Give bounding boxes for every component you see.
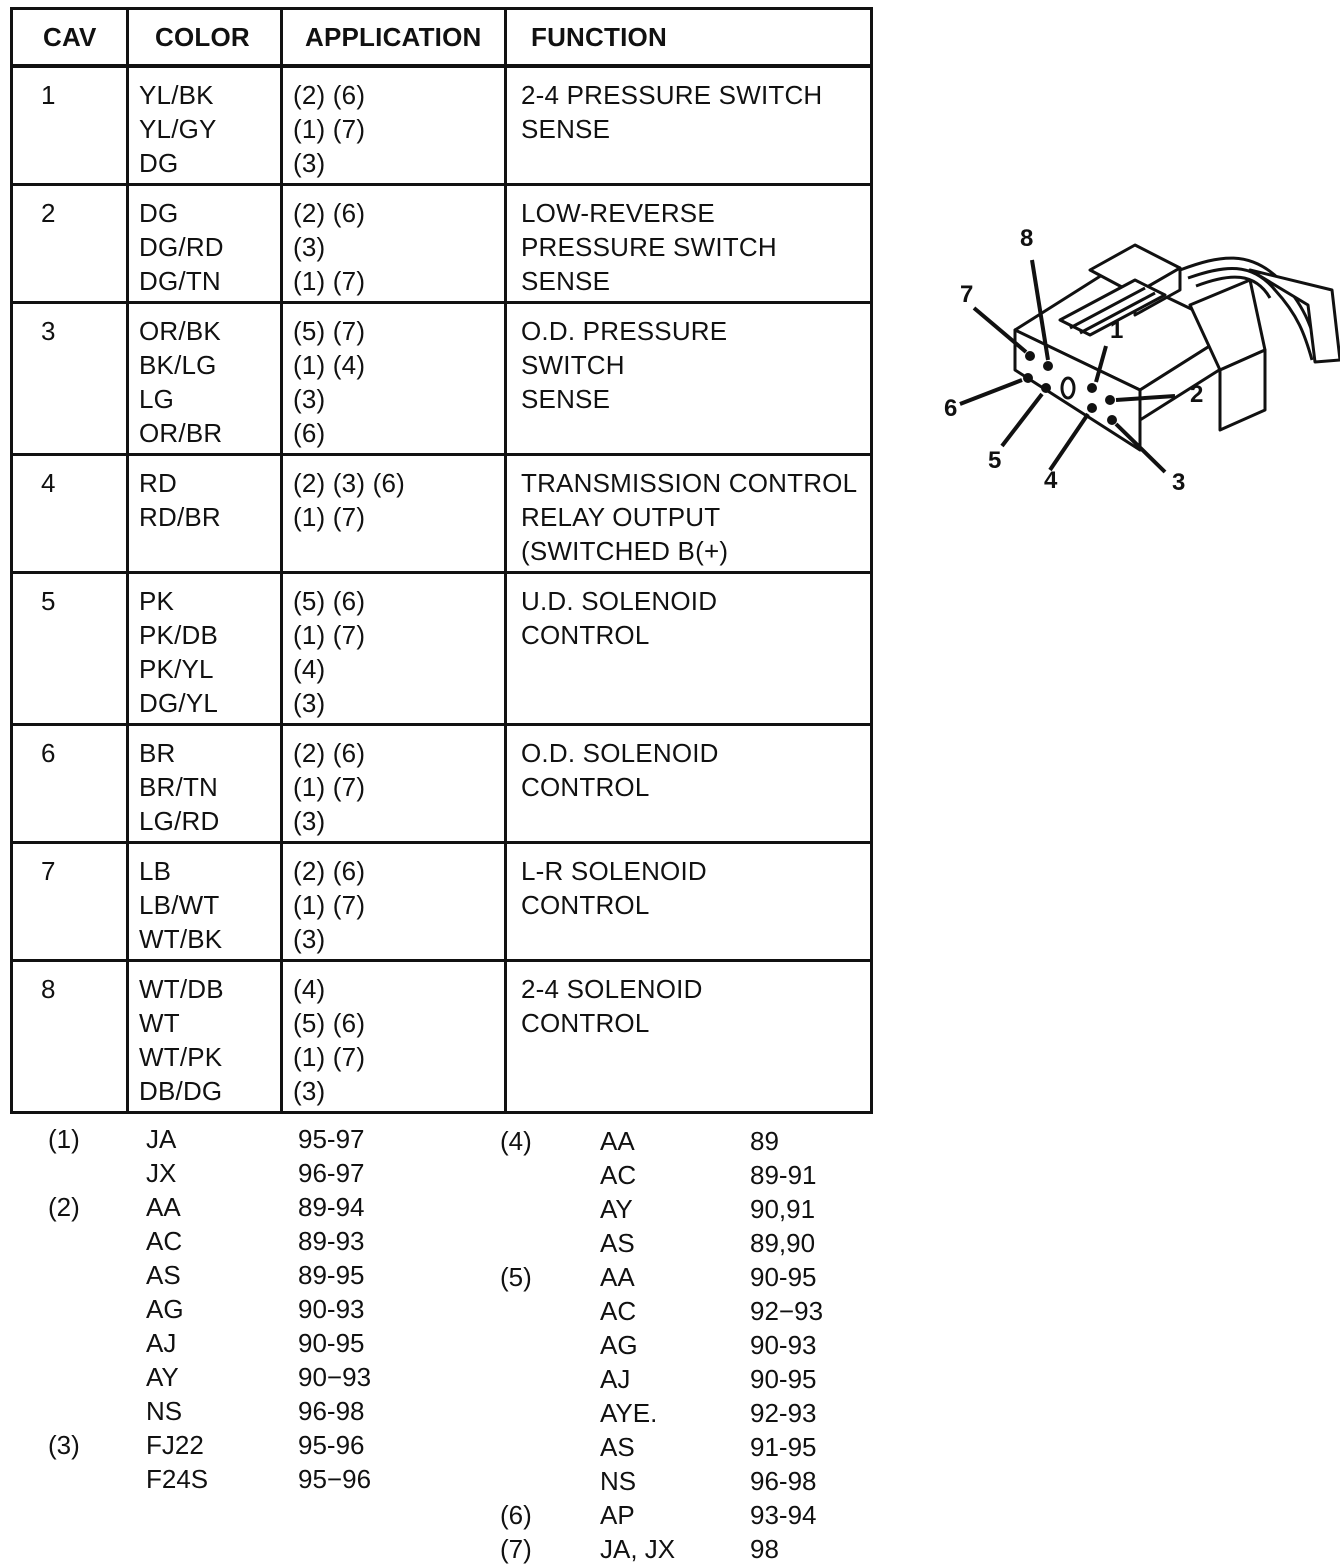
connector-body [1015, 245, 1340, 450]
wire-color: WT/PK [139, 1041, 223, 1072]
table-row [12, 724, 872, 842]
footnote-model: AA [146, 1192, 181, 1222]
footnote-model: AA [600, 1126, 635, 1156]
footnote-model: AA [600, 1262, 635, 1292]
pin-dot [1041, 383, 1051, 393]
cav-cell [12, 572, 128, 724]
color-cell [128, 302, 282, 454]
connector-diagram [920, 210, 1340, 510]
application-cell [282, 454, 506, 572]
wire-color: WT/BK [139, 923, 223, 954]
wire-color: DG/TN [139, 265, 221, 296]
cav-number: 8 [41, 973, 56, 1004]
function-text: CONTROL [521, 619, 650, 650]
application-code: (1) (7) [293, 114, 366, 144]
application-cell [282, 302, 506, 454]
pin-leader-line [1050, 414, 1088, 470]
footnote-row [500, 1498, 920, 1532]
application-code: (1) (4) [293, 349, 366, 380]
footnote-ref: (4) [500, 1126, 532, 1156]
footnote-model: AY [146, 1362, 179, 1392]
footnote-years: 90-95 [750, 1262, 817, 1292]
footnote-years: 90-93 [298, 1294, 365, 1324]
wire-color: PK/DB [139, 619, 219, 650]
footnote-years: 89 [750, 1126, 779, 1156]
pin-label: 8 [1020, 225, 1034, 252]
pin-dot [1087, 383, 1097, 393]
application-code: (1) (7) [293, 771, 366, 802]
pin-dot [1107, 415, 1117, 425]
color-cell [128, 842, 282, 960]
footnote-model: AC [146, 1226, 183, 1256]
wire-color: LB/WT [139, 889, 220, 920]
wire-color: YL/GY [139, 114, 217, 144]
pin-label: 3 [1172, 469, 1186, 496]
pin-label: 1 [1110, 317, 1124, 344]
cav-number: 6 [41, 737, 56, 768]
footnote-years: 89-93 [298, 1226, 365, 1256]
pin-label: 4 [1044, 467, 1058, 494]
footnote-row [500, 1396, 920, 1430]
footnote-row [48, 1156, 468, 1190]
function-text: PRESSURE SWITCH [521, 231, 777, 262]
application-code: (1) (7) [293, 1041, 366, 1072]
footnotes-right [500, 1124, 920, 1566]
function-text: 2-4 PRESSURE SWITCH [521, 80, 823, 110]
footnote-row [500, 1532, 920, 1566]
footnote-years: 93-94 [750, 1500, 817, 1530]
wire-color: PK [139, 585, 175, 616]
wire-color: LG/RD [139, 805, 220, 836]
footnote-model: AC [600, 1296, 637, 1326]
function-text: SENSE [521, 114, 611, 144]
wire-color: LB [139, 855, 172, 886]
application-code: (5) (6) [293, 585, 366, 616]
footnote-model: AJ [600, 1364, 631, 1394]
footnote-years: 92−93 [750, 1296, 824, 1326]
footnote-ref: (2) [48, 1192, 80, 1222]
pin-leader-line [1002, 394, 1042, 446]
footnote-years: 96-98 [298, 1396, 365, 1426]
footnote-model: JX [146, 1158, 177, 1188]
footnote-years: 95-96 [298, 1430, 365, 1460]
function-text: U.D. SOLENOID [521, 585, 718, 616]
function-text: SWITCH [521, 349, 625, 380]
footnote-row [48, 1224, 468, 1258]
function-cell [506, 724, 872, 842]
wire-color: DB/DG [139, 1075, 223, 1106]
wire-color: DG/YL [139, 687, 219, 718]
table-row [12, 572, 872, 724]
footnote-model: FJ22 [146, 1430, 204, 1460]
application-code: (4) [293, 973, 326, 1004]
footnote-model: JA [146, 1124, 177, 1154]
application-code: (3) [293, 383, 326, 414]
function-cell [506, 66, 872, 184]
header-color: COLOR [128, 9, 282, 67]
wire-color: DG/RD [139, 231, 224, 262]
footnote-model: AS [600, 1228, 635, 1258]
color-cell [128, 184, 282, 302]
application-code: (5) (7) [293, 315, 366, 346]
footnote-years: 89,90 [750, 1228, 816, 1258]
color-cell [128, 454, 282, 572]
function-text: CONTROL [521, 889, 650, 920]
footnote-ref: (6) [500, 1500, 532, 1530]
footnote-row [48, 1428, 468, 1462]
footnote-model: AS [600, 1432, 635, 1462]
footnote-row [500, 1294, 920, 1328]
application-code: (1) (7) [293, 501, 366, 532]
footnote-row [500, 1464, 920, 1498]
application-code: (3) [293, 231, 326, 262]
wire-color: BK/LG [139, 349, 217, 380]
footnote-row [48, 1122, 468, 1156]
pin-label: 6 [944, 395, 958, 422]
wire-color: LG [139, 383, 175, 414]
pin-label: 7 [960, 281, 974, 308]
function-cell [506, 454, 872, 572]
application-cell [282, 842, 506, 960]
color-cell [128, 960, 282, 1112]
footnote-years: 89-91 [750, 1160, 817, 1190]
footnote-row [500, 1192, 920, 1226]
footnote-row [48, 1292, 468, 1326]
footnote-row [48, 1190, 468, 1224]
footnote-years: 96-97 [298, 1158, 365, 1188]
footnote-ref: (1) [48, 1124, 80, 1154]
footnote-row [500, 1430, 920, 1464]
footnote-model: AJ [146, 1328, 177, 1358]
footnote-model: AG [600, 1330, 638, 1360]
footnote-years: 89-95 [298, 1260, 365, 1290]
table-row [12, 302, 872, 454]
function-text: CONTROL [521, 771, 650, 802]
application-code: (6) [293, 417, 326, 448]
cav-cell [12, 842, 128, 960]
footnote-years: 95−96 [298, 1464, 372, 1494]
cav-cell [12, 302, 128, 454]
function-cell [506, 302, 872, 454]
wire-color: WT [139, 1007, 180, 1038]
application-code: (2) (6) [293, 80, 366, 110]
footnote-ref: (5) [500, 1262, 532, 1292]
header-function: FUNCTION [506, 9, 872, 67]
application-code: (1) (7) [293, 619, 366, 650]
table-row [12, 842, 872, 960]
footnote-model: AG [146, 1294, 184, 1324]
application-code: (2) (6) [293, 737, 366, 768]
footnote-row [500, 1328, 920, 1362]
function-text: SENSE [521, 383, 611, 414]
wire-color: OR/BR [139, 417, 223, 448]
color-cell [128, 66, 282, 184]
footnote-row [500, 1362, 920, 1396]
footnote-row [500, 1226, 920, 1260]
cav-number: 3 [41, 315, 56, 346]
footnote-years: 90,91 [750, 1194, 816, 1224]
footnotes-left [48, 1122, 468, 1496]
function-text: O.D. PRESSURE [521, 315, 728, 346]
footnote-years: 96-98 [750, 1466, 817, 1496]
table-row [12, 66, 872, 184]
application-code: (1) (7) [293, 889, 366, 920]
application-code: (4) [293, 653, 326, 684]
footnote-years: 95-97 [298, 1124, 365, 1154]
application-code: (5) (6) [293, 1007, 366, 1038]
pin-dot [1043, 361, 1053, 371]
wire-color: WT/DB [139, 973, 224, 1004]
footnote-row [48, 1360, 468, 1394]
cav-cell [12, 66, 128, 184]
footnote-model: NS [146, 1396, 183, 1426]
pin-dot [1105, 395, 1115, 405]
wire-color: PK/YL [139, 653, 214, 684]
cav-cell [12, 724, 128, 842]
application-code: (3) [293, 923, 326, 954]
footnote-years: 90-95 [750, 1364, 817, 1394]
footnote-years: 98 [750, 1534, 779, 1564]
pin-leader-line [960, 380, 1022, 404]
application-code: (2) (6) [293, 197, 366, 228]
cav-cell [12, 960, 128, 1112]
function-text: O.D. SOLENOID [521, 737, 719, 768]
footnote-years: 90-95 [298, 1328, 365, 1358]
function-cell [506, 960, 872, 1112]
footnote-model: F24S [146, 1464, 209, 1494]
cav-number: 2 [41, 197, 56, 228]
footnote-model: AYE. [600, 1398, 658, 1428]
cav-cell [12, 454, 128, 572]
pin-dot [1025, 351, 1035, 361]
pinout-table [10, 7, 873, 1114]
application-cell [282, 724, 506, 842]
function-text: TRANSMISSION CONTROL [521, 467, 858, 498]
footnote-model: AY [600, 1194, 633, 1224]
function-text: (SWITCHED B(+) [521, 535, 729, 566]
application-code: (1) (7) [293, 265, 366, 296]
footnote-years: 89-94 [298, 1192, 365, 1222]
application-code: (2) (3) (6) [293, 467, 405, 498]
wire-color: YL/BK [139, 80, 214, 110]
footnote-years: 90−93 [298, 1362, 372, 1392]
wire-color: RD/BR [139, 501, 221, 532]
wire-color: BR [139, 737, 176, 768]
cav-number: 5 [41, 585, 56, 616]
function-text: RELAY OUTPUT [521, 501, 721, 532]
color-cell [128, 572, 282, 724]
application-cell [282, 960, 506, 1112]
footnote-ref: (3) [48, 1430, 80, 1460]
function-text: CONTROL [521, 1007, 650, 1038]
application-cell [282, 572, 506, 724]
footnote-row [48, 1394, 468, 1428]
function-cell [506, 184, 872, 302]
wire-color: DG [139, 148, 179, 178]
cav-number: 1 [41, 80, 56, 110]
footnote-row [48, 1258, 468, 1292]
footnote-model: NS [600, 1466, 637, 1496]
table-row [12, 960, 872, 1112]
footnote-model: JA, JX [600, 1534, 676, 1564]
application-code: (2) (6) [293, 855, 366, 886]
pin-label: 2 [1190, 381, 1204, 408]
color-cell [128, 724, 282, 842]
pin-dot [1087, 403, 1097, 413]
pin-dot [1023, 373, 1033, 383]
footnote-years: 90-93 [750, 1330, 817, 1360]
application-code: (3) [293, 805, 326, 836]
wire-color: BR/TN [139, 771, 218, 802]
table-row [12, 184, 872, 302]
footnote-row [500, 1158, 920, 1192]
pin-label: 5 [988, 447, 1002, 474]
header-cav: CAV [12, 9, 128, 67]
footnote-row [500, 1260, 920, 1294]
footnote-row [48, 1462, 468, 1496]
function-text: 2-4 SOLENOID [521, 973, 703, 1004]
wire-color: DG [139, 197, 179, 228]
application-code: (3) [293, 687, 326, 718]
footnote-model: AP [600, 1500, 635, 1530]
application-code: (3) [293, 1075, 326, 1106]
table-row [12, 454, 872, 572]
wire-color: OR/BK [139, 315, 221, 346]
function-text: L-R SOLENOID [521, 855, 707, 886]
function-cell [506, 572, 872, 724]
cav-cell [12, 184, 128, 302]
wire-color: RD [139, 467, 177, 498]
function-text: LOW-REVERSE [521, 197, 715, 228]
application-cell [282, 66, 506, 184]
cav-number: 4 [41, 467, 56, 498]
function-cell [506, 842, 872, 960]
header-application: APPLICATION [282, 9, 506, 67]
footnote-years: 92-93 [750, 1398, 817, 1428]
cav-number: 7 [41, 855, 56, 886]
application-cell [282, 184, 506, 302]
footnote-years: 91-95 [750, 1432, 817, 1462]
footnote-model: AC [600, 1160, 637, 1190]
footnote-row [48, 1326, 468, 1360]
footnote-row [500, 1124, 920, 1158]
function-text: SENSE [521, 265, 611, 296]
footnote-ref: (7) [500, 1534, 532, 1564]
application-code: (3) [293, 148, 326, 178]
footnote-model: AS [146, 1260, 181, 1290]
